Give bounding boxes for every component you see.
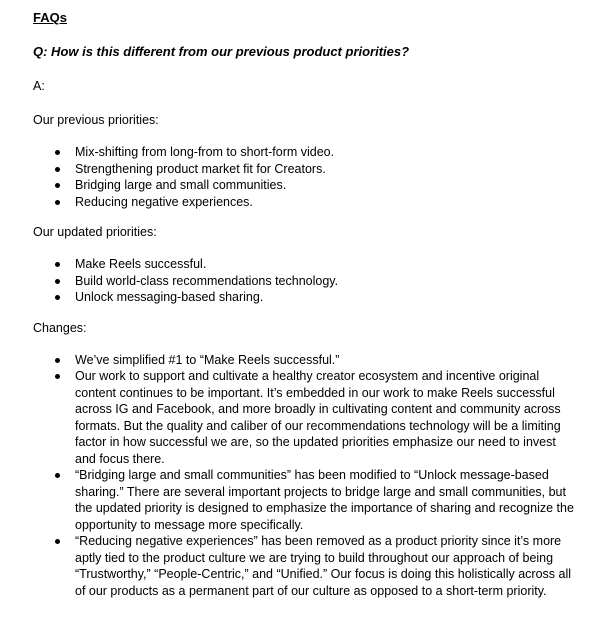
list-item-text: “Reducing negative experiences” has been removed as a product priority since it’s more aptly tied to the product culture we are trying to build throughout our approach of being “Trustworthy,” “People-Centric,” and “Unified.” Our focus is doing this holistically across all of our products as a permanent part of our culture as opposed to a short-term priority. <box>75 534 572 598</box>
list-item-text: Mix-shifting from long-from to short-form video. <box>75 145 335 159</box>
list-item <box>33 467 578 533</box>
changes-list <box>33 352 578 600</box>
bullet-icon <box>55 539 60 544</box>
previous-priorities-list <box>33 144 578 210</box>
list-item-text: “Bridging large and small communities” has been modified to “Unlock message-based sharing.” There are several important projects to bridge large and small communities, but the updated priority is designed to emphasize the importance of sharing and recognize the opportunity to message more specifically. <box>75 468 574 532</box>
bullet-icon <box>55 279 60 284</box>
list-item <box>33 368 578 467</box>
list-item-text: Our work to support and cultivate a healthy creator ecosystem and incentive original content continues to be important. It’s embedded in our work to make Reels successful across IG and Facebook, and more broadly in cultivating content and community across formats. But the quality and caliber of our recommendations technology will be a limiting factor in how successful we are, so the updated priorities emphasize our need to invest and focus there. <box>75 369 561 466</box>
list-item <box>33 273 578 290</box>
bullet-icon <box>55 473 60 478</box>
changes-label: Changes: <box>33 320 87 335</box>
list-item <box>33 256 578 273</box>
updated-priorities-label: Our updated priorities: <box>33 225 157 239</box>
list-item <box>33 144 578 161</box>
bullet-icon <box>55 295 60 300</box>
list-item <box>33 533 578 599</box>
faq-heading: FAQs <box>33 10 67 25</box>
list-item-text: Make Reels successful. <box>75 257 207 271</box>
list-item-text: Bridging large and small communities. <box>75 178 287 192</box>
bullet-icon <box>55 200 60 205</box>
faq-document <box>33 10 578 613</box>
previous-priorities-label: Our previous priorities: <box>33 113 159 127</box>
list-item <box>33 177 578 194</box>
list-item-text: Reducing negative experiences. <box>75 194 253 209</box>
answer-label: A: <box>33 79 45 93</box>
bullet-icon <box>55 358 60 363</box>
list-item <box>33 289 578 306</box>
list-item-text: Unlock messaging-based sharing. <box>75 290 264 304</box>
list-item-text: Build world-class recommendations technology. <box>75 273 339 288</box>
list-item <box>33 194 578 211</box>
list-item-text: Strengthening product market fit for Creators. <box>75 161 326 176</box>
bullet-icon <box>55 150 60 155</box>
list-item-text: We’ve simplified #1 to “Make Reels successful.” <box>75 352 340 367</box>
bullet-icon <box>55 183 60 188</box>
bullet-icon <box>55 374 60 379</box>
updated-priorities-list <box>33 256 578 306</box>
list-item <box>33 161 578 178</box>
faq-question: Q: How is this different from our previous product priorities? <box>33 44 410 59</box>
bullet-icon <box>55 262 60 267</box>
bullet-icon <box>55 167 60 172</box>
list-item <box>33 352 578 369</box>
